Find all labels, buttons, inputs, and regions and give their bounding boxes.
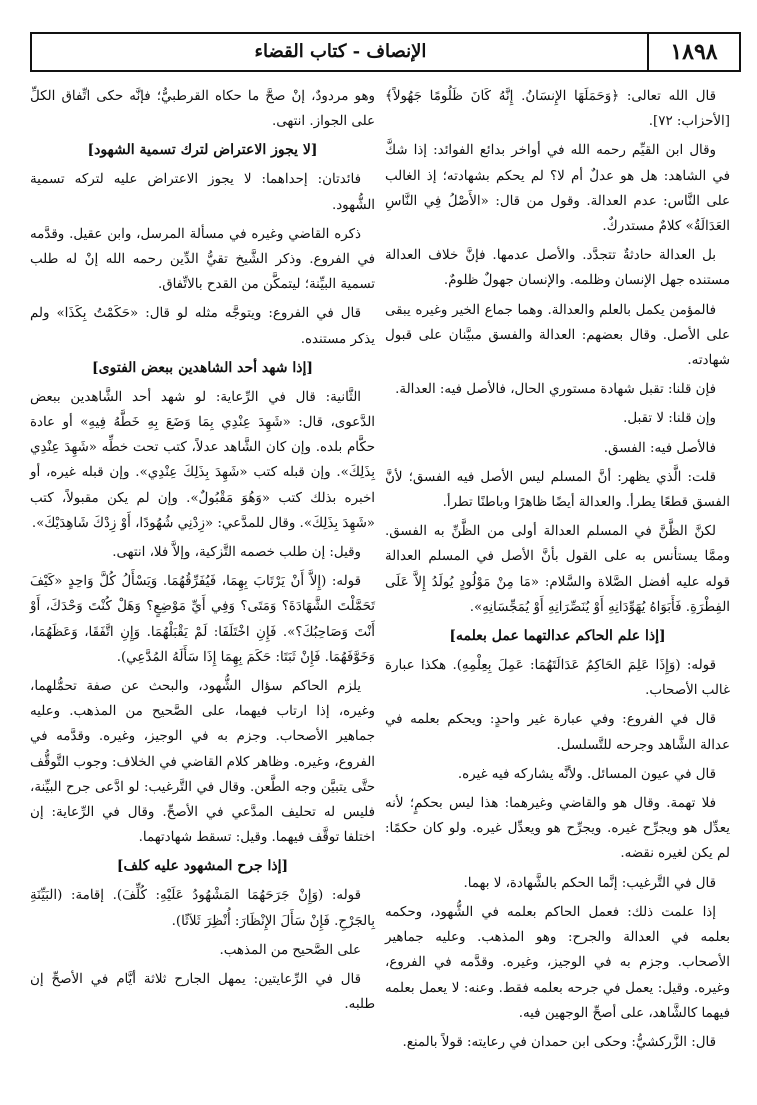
paragraph: على الصَّحيح من المذهب.: [219, 942, 361, 958]
section-heading: [إذا علم الحاكم عدالتهما عمل بعلمه]: [449, 628, 666, 645]
section-heading: [لا يجوز الاعتراض لترك تسمية الشهود]: [87, 142, 318, 159]
paragraph: فالأصل فيه: الفسق.: [603, 440, 716, 456]
paragraph: ذكره القاضي وغيره في مسألة المرسل، وابن عقيل. وقدَّمه في الفروع. وذكر الشَّيخ تقيُّ الدِّين رحمه الله إنْ له طلب تسمية البيِّنة؛ ليتمكَّن من القدح بالاتِّفاق.: [30, 226, 375, 293]
paragraph: قلت: الَّذي يظهر: أنَّ المسلم ليس الأصل فيه الفسق؛ لأنَّ الفسق قطعًا يطرأ. والعدالة أيضًا ظاهرًا وباطنًا تطرأ.: [385, 469, 730, 511]
page-title: الإنصاف - كتاب القضاء: [254, 41, 427, 62]
paragraph: قال: الزَّركشيُّ: وحكى ابن حمدان في رعايته: قولاً بالمنع.: [402, 1034, 716, 1050]
paragraph: قوله: (إِلاَّ أَنْ يَرْتَابَ بِهِمَا، فَيُفَرِّقُهُمَا. وَيَسْأَلُ كُلَّ وَاحِدٍ «كَيْفَ تَحَمَّلْتَ الشَّهَادَةَ؟ وَمَتَى؟ وَفِي أَيِّ مَوْضِعٍ؟ وَهَلْ كُنْتَ وَحْدَكَ، أَوْ أَنْتَ وَصَاحِبُكَ؟». فَإِنِ اخْتَلَفَا: لَمْ يَقْبَلْهُمَا. وَإِنِ اتَّفَقَا، وَعَظَهُمَا، وَخَوَّفَهُمَا. فَإِنْ ثَبَتَا: حَكَمَ بِهِمَا إِذَا سَأَلَهُ المُدَّعِي).: [30, 574, 375, 665]
paragraph: فإن قلنا: تقبل شهادة مستوري الحال، فالأصل فيه: العدالة.: [395, 382, 716, 398]
page-header: [30, 32, 741, 72]
paragraph: الثَّانية: قال في الرِّعاية: لو شهد أحد الشَّاهدين ببعض الدَّعوى، قال: «شَهِدَ عِنْدِي بِمَا وَضَعَ بِهِ خَطَّهُ فِيهِ» أو عادة حكَّام بلده. وإن كان الشَّاهد عدلاً، كتب تحت خطِّه «شَهِدَ عِنْدِي بِذَلِكَ». وإن قبله كتب «شَهِدَ بِذَلِكَ عِنْدِي». وإن قبله غيره، أو اخبره بذلك كتب «وَهُوَ مَقْبُولٌ». وإن لم يكن مقبولاً، كتب «شَهِدَ بِذَلِكَ». وقال للمدَّعي: «زِدْنِي شُهُودًا، أَوْ زِدْكَ شَاهِدَيْكَ».: [30, 389, 375, 531]
paragraph: بل العدالة حادثةٌ تتجدَّد. والأصل عدمها. فإنَّ خلاف العدالة مستنده جهل الإنسان وظلمه. والإنسان جهولٌ ظلومٌ.: [385, 248, 730, 289]
paragraph: وقال ابن القيِّم رحمه الله في أواخر بدائع الفوائد: إذا شكَّ في الشاهد: هل هو عدلٌ أم لا؟ لم يحكم بشهادته؛ إذ الغالب على النَّاس: عدم العدالة. وقول من قال: «الأَصْلُ فِي النَّاسِ العَدَالَةُ» كلامٌ مستدركٌ.: [385, 143, 730, 235]
paragraph: قال في الرِّعايتين: يمهل الجارح ثلاثة أيَّام في الأصحِّ إن طلبه.: [30, 972, 375, 1013]
page-number: ١٨٩٨: [647, 34, 739, 70]
paragraph: قوله: (وَإِنْ جَرَحَهُمَا المَشْهُودُ عَلَيْهِ: كُلِّفَ). إقامة: (البَيِّنَةِ بِالجَرْحِ. فَإِنْ سَأَلَ الإِنْظَارَ: أُنْظِرَ ثَلاَثًا).: [30, 888, 375, 929]
paragraph: فلا تهمة. وقال هو والقاضي وغيرهما: هذا ليس بحكمٍ؛ لأنه يعدِّل هو ويجرِّح غيره. ويجرِّح هو ويعدِّل غيره. ولو كان حكمًا: لم يكن لغيره نقضه.: [385, 796, 730, 862]
paragraph: قوله: (وَإِذَا عَلِمَ الحَاكِمُ عَدَالَتَهُمَا: عَمِلَ بِعِلْمِهِ). هكذا عبارة غالب الأصحاب.: [385, 658, 730, 699]
right-text-column: [385, 84, 730, 1059]
paragraph: لكنَّ الظَّنَّ في المسلم العدالة أولى من الظَّنِّ به الفسق. وممَّا يستأنس به على القول بأنَّ الأصل في المسلم العدالة قوله عليه أفضل الصَّلاة والسَّلام: «مَا مِنْ مَوْلُودٍ يُولَدُ إِلاَّ عَلَى الفِطْرَةِ. فَأَبَوَاهُ يُهَوِّدَانِهِ أَوْ يُنَصِّرَانِهِ أَوْ يُمَجِّسَانِهِ».: [385, 524, 730, 615]
paragraph: قال في عيون المسائل. ولأنَّه يشاركه فيه غيره.: [457, 766, 716, 782]
section-heading: [إذا شهد أحد الشاهدين ببعض الفتوى]: [92, 359, 313, 376]
paragraph: قال في الفروع: وفي عبارة غير واحدٍ: ويحكم بعلمه في عدالة الشَّاهد وجرحه للتَّسلسل.: [385, 712, 730, 753]
paragraph: إذا علمت ذلك: فعمل الحاكم بعلمه في الشُّهود، وحكمه بعلمه في العدالة والجرح: وهو المذهب. وعليه جماهير الأصحاب. وجزم به في الوجيز، وغيره. وقدَّمه في الفروع، وغيره. وقيل: يعمل في جرحه بعلمه فقط. وعنه: لا يعمل بعلمه فيهما كالشَّاهد، على أصحِّ الوجهين فيه.: [385, 904, 730, 1021]
paragraph: يلزم الحاكم سؤال الشُّهود، والبحث عن صفة تحمُّلهما، وغيره، إذا ارتاب فيهما، على الصَّحيح من المذهب. وعليه جماهير الأصحاب. وجزم به في الوجيز، وغيره. وقدَّمه في الفروع، وغيره. وظاهر كلام القاضي في الخلاف: وجوب التَّوقُّف حتَّى يتبيَّن وجه الطَّعن. وقال في التَّرغيب: لو ادَّعى جرح البيِّنة، فليس له تحليف المدَّعي في الأصحِّ. وقال في الرِّعاية: إن اختلفا توقَّف فيهما. وقيل: تسقط شهادتهما.: [30, 679, 375, 846]
paragraph: قال الله تعالى: ﴿وَحَمَلَهَا الإِنسَانُ. إِنَّهُ كَانَ ظَلُومًا جَهُولاً﴾ [الأحزاب: ٧٢].: [385, 89, 730, 130]
paragraph: وهو مردودٌ، إنْ صحَّ ما حكاه القرطبيُّ؛ فإنَّه حكى اتِّفاق الكلِّ على الجواز. انتهى.: [30, 89, 375, 130]
paragraph: وإن قلنا: لا تقبل.: [623, 411, 716, 427]
paragraph: فائدتان: إحداهما: لا يجوز الاعتراض عليه لتركه تسمية الشُّهود.: [30, 172, 375, 213]
section-heading: [إذا جرح المشهود عليه كلف]: [116, 858, 289, 875]
paragraph: قال في الفروع: ويتوجَّه مثله لو قال: «حَكَمْتُ بِكَذَا» ولم يذكر مستنده.: [30, 306, 375, 347]
paragraph: فالمؤمن يكمل بالعلم والعدالة. وهما جماع الخير وغيره يبقى على الأصل. وقال بعضهم: العدالة والفسق مبيَّنان على قبول شهادته.: [385, 302, 730, 369]
paragraph: قال في التَّرغيب: إنَّما الحكم بالشَّهادة، لا بهما.: [463, 875, 716, 891]
left-text-column: [30, 84, 375, 1022]
paragraph: وقيل: إن طلب خصمه التَّزكية، وإلاَّ فلا، انتهى.: [112, 545, 361, 561]
